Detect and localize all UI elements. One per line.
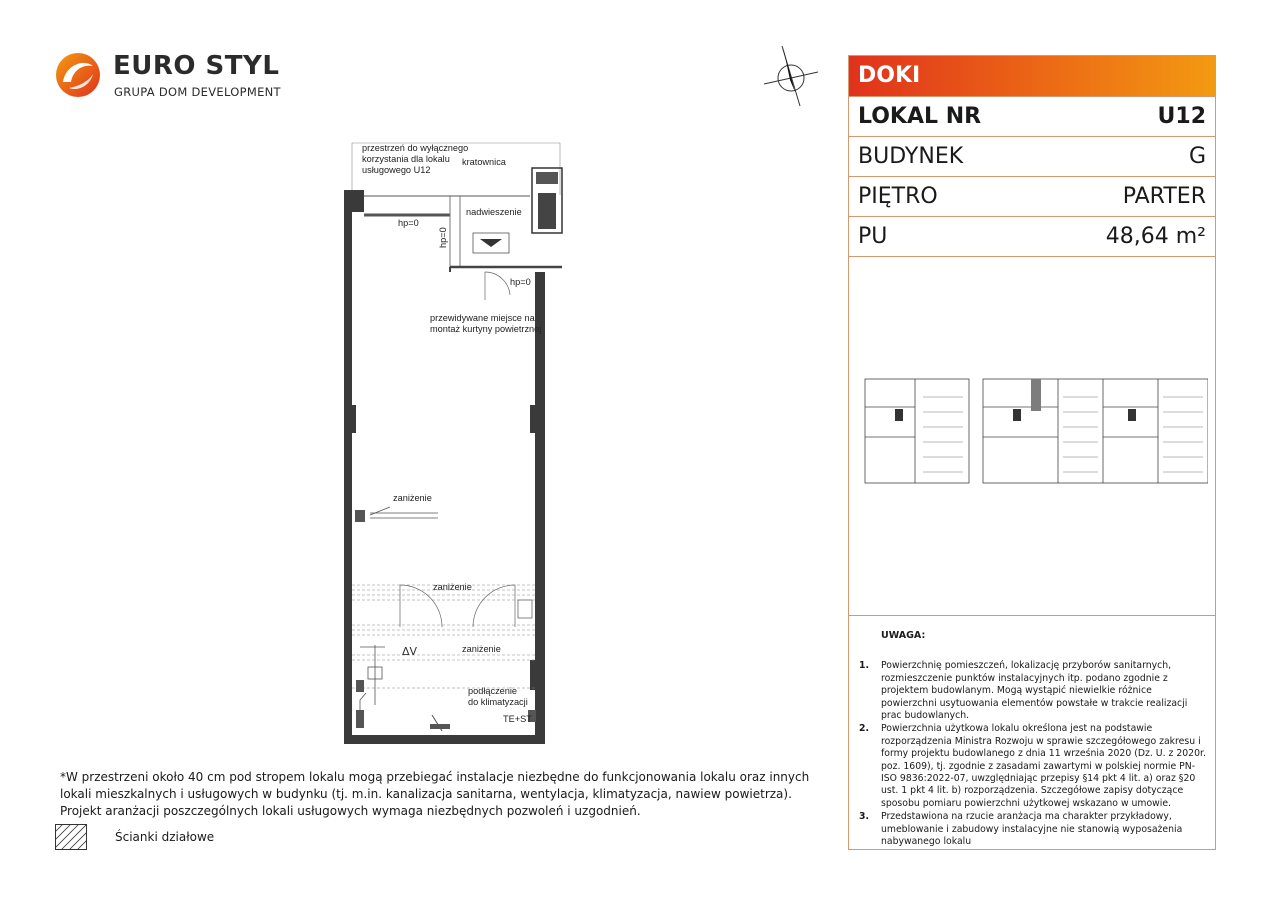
plan-label-te-st: TE+ST: [503, 714, 532, 724]
investment-name: DOKI: [849, 56, 1215, 96]
plan-label-hp-3: hp=0: [510, 277, 531, 287]
plan-label-exclusive-1: przestrzeń do wyłącznego: [362, 143, 469, 153]
key-plan-area: [849, 256, 1215, 616]
note-number: 2.: [859, 723, 870, 735]
plan-label-curtain-1: przewidywane miejsce na: [430, 313, 535, 323]
brand-name: EURO STYL: [113, 51, 280, 81]
note-text: Powierzchnię pomieszczeń, lokalizację przyborów sanitarnych, rozmieszczenie punktów instalacyjnych itp. podano zgodnie z projektem budowlanym. Mogą wystąpić niewielkie różnice powierzchni usytuowania elementów powstałe w trakcie realizacji prac budowlanych.: [881, 660, 1188, 722]
info-row-pu: [849, 216, 1215, 256]
hatch-pattern-icon: [55, 824, 87, 850]
note-number: 1.: [859, 660, 870, 672]
info-row-budynek: [849, 136, 1215, 176]
note-item: [859, 723, 1209, 810]
info-row-pietro: [849, 176, 1215, 216]
plan-label-kratownica: kratownica: [462, 157, 506, 167]
info-value: U12: [1157, 104, 1206, 129]
plan-label-zanizenie-3: zaniżenie: [462, 644, 501, 654]
euro-styl-logo-icon: [55, 52, 101, 98]
plan-label-aircon-2: do klimatyzacji: [468, 697, 528, 707]
plan-label-hp-2: hp=0: [438, 227, 448, 248]
plan-label-aircon-1: podłączenie: [468, 686, 518, 696]
footnote: *W przestrzeni około 40 cm pod stropem lokalu mogą przebiegać instalacje niezbędne do funkcjonowania lokalu oraz innych lokali mieszkalnych i usługowych w budynku (tj. m.in. kanalizacja sanitarna, wentylacja, klimatyzacja, nawiew powietrza). Projekt aranżacji poszczególnych lokali usługowych wymaga niezbędnych pozwoleń i uzgodnień.: [60, 770, 810, 818]
plan-label-zanizenie-2: zaniżenie: [433, 582, 472, 592]
legend-label: Ścianki działowe: [115, 830, 215, 844]
info-key: PIĘTRO: [858, 184, 938, 209]
notes-title: UWAGA:: [881, 630, 926, 641]
info-value: 48,64 m²: [1105, 224, 1206, 249]
plan-label-hp-1: hp=0: [398, 218, 419, 228]
info-row-lokal: [849, 96, 1215, 136]
info-panel: [848, 55, 1216, 850]
note-number: 3.: [859, 811, 870, 823]
note-item: [859, 660, 1209, 722]
plan-label-curtain-2: montaż kurtyny powietrznej: [430, 324, 542, 334]
building-key-plan-icon: [863, 377, 1208, 485]
info-key: BUDYNEK: [858, 144, 964, 169]
plan-label-exclusive-2: korzystania dla lokalu: [362, 154, 450, 164]
brand-subtitle: GRUPA DOM DEVELOPMENT: [114, 85, 281, 99]
notes-section: [859, 630, 1209, 850]
plan-label-exclusive-3: usługowego U12: [362, 165, 431, 175]
floor-plan-drawing: [330, 135, 580, 750]
info-key: PU: [858, 224, 888, 249]
info-value: PARTER: [1122, 184, 1206, 209]
info-key: LOKAL NR: [858, 104, 982, 129]
plan-label-nadwieszenie: nadwieszenie: [466, 207, 522, 217]
svg-text:ΔV: ΔV: [402, 645, 418, 658]
note-text: Powierzchnia użytkowa lokalu określona jest na podstawie rozporządzenia Ministra Rozwoju w sprawie szczegółowego zakresu i formy projektu budowlanego z dnia 11 września 2020 (Dz. U. z 2020r. poz. 1609), tj. zgodnie z zasadami zawartymi w polskiej normie PN-ISO 9836:2022-07, uwzględniając przepisy §14 pkt 4 lit. a) oraz §20 ust. 1 pkt 4 lit. b) rozporządzenia. Szczegółowe zapisy dotyczące sposobu pomiaru powierzchni użytkowej wskazano w umowie.: [881, 723, 1206, 809]
note-item: [859, 811, 1209, 848]
north-arrow-icon: [760, 44, 820, 108]
info-value: G: [1188, 144, 1206, 169]
plan-label-zanizenie-1: zaniżenie: [393, 493, 432, 503]
note-text: Przedstawiona na rzucie aranżacja ma charakter przykładowy, umeblowanie i zabudowy instalacyjne nie stanowią wyposażenia nabywanego lokalu: [881, 811, 1183, 848]
